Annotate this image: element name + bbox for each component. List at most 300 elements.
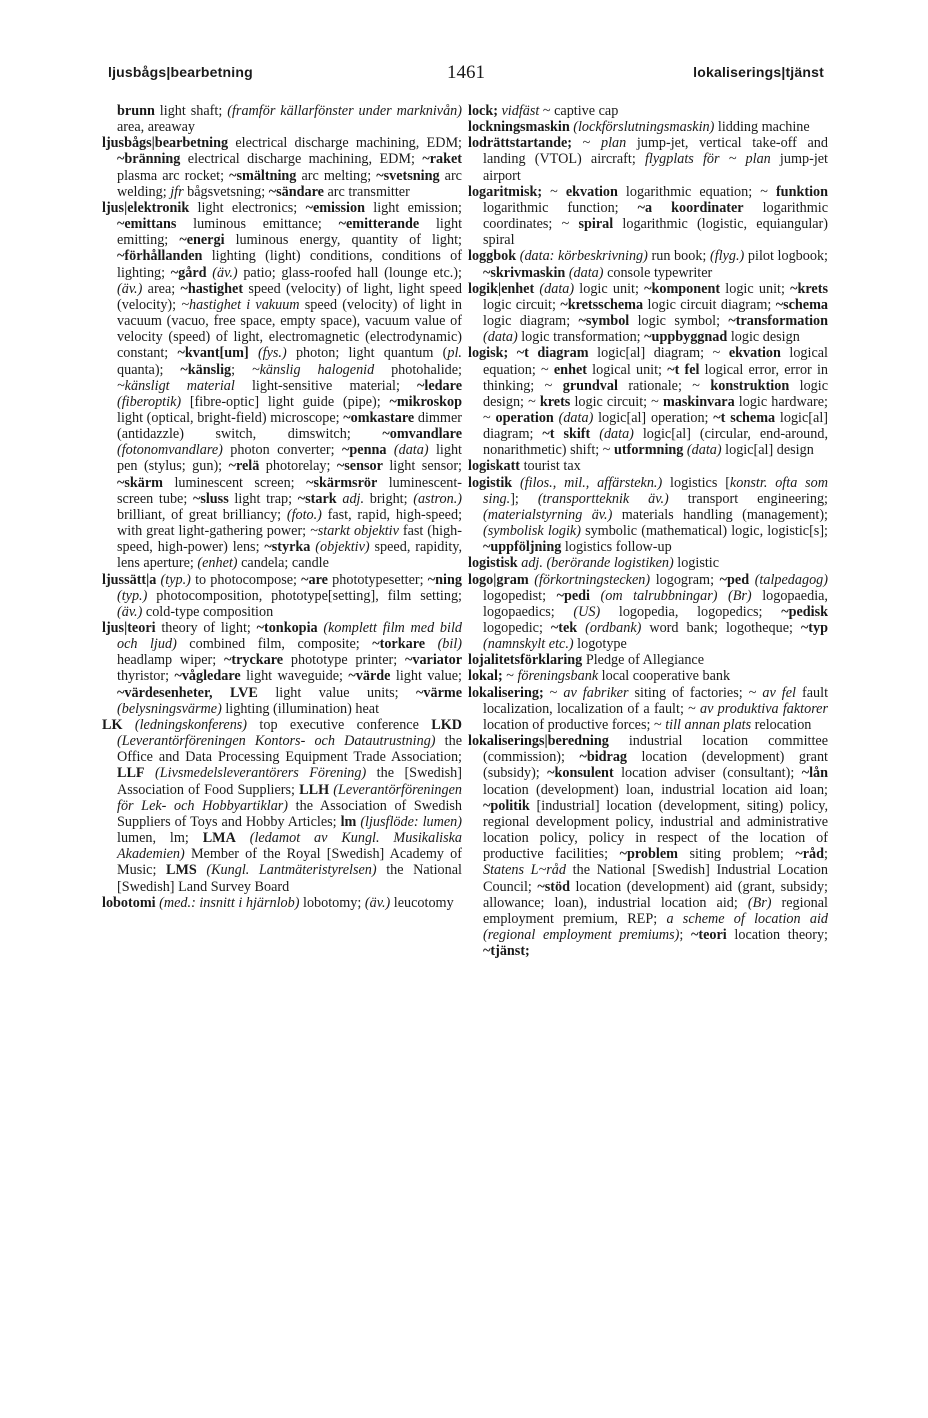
entry-text: industrial location committee (commission);: [483, 733, 828, 766]
dictionary-entry: [102, 895, 462, 911]
entry-label: flygplats för ~ plan: [644, 151, 771, 168]
entry-headword: ljusbågs|bearbetning: [102, 135, 229, 152]
entry-text: logistics follow-up: [561, 539, 672, 556]
entry-text: Member of the Royal [Swedish] Academy of Music;: [117, 846, 462, 879]
entry-headword: ~skärmsrör: [306, 474, 378, 491]
entry-text: thyristor;: [117, 668, 175, 685]
entry-text: regional employment premium, REP;: [483, 894, 828, 927]
entry-headword: ~torkare: [372, 636, 426, 653]
entry-label: adj.: [336, 490, 365, 507]
dictionary-entry: [102, 572, 462, 620]
entry-text: symbolic (mathematical) logic, logistic[s];: [580, 523, 828, 540]
entry-text: electrical discharge machining, EDM;: [180, 151, 423, 168]
entry-text: ;: [679, 926, 691, 943]
entry-text: logopaedia, logopaedics;: [483, 587, 828, 620]
entry-headword: ~värme: [416, 684, 462, 701]
entry-label: till annan plats: [665, 716, 752, 733]
entry-text: brilliant, of great brilliancy;: [117, 506, 287, 523]
entry-headword: ~skärm: [117, 474, 163, 491]
entry-headword: ~konsulent: [547, 765, 614, 782]
entry-headword: lodrättstartande;: [468, 135, 573, 152]
entry-text: light pen (stylus; gun);: [117, 442, 462, 475]
entry-text: luminous emittance;: [176, 216, 339, 233]
entry-text: phototypesetter;: [327, 571, 428, 588]
entry-headword: ~t schema: [713, 409, 776, 426]
entry-label: av fabriker: [563, 684, 629, 701]
entry-label: vidfäst: [497, 103, 540, 119]
entry-headword: ljus|teori: [102, 620, 156, 636]
entry-headword: utformning: [614, 442, 684, 459]
entry-headword: krets: [539, 393, 571, 410]
entry-text: light (optical, bright-field) microscope;: [117, 409, 344, 426]
entry-text: ~: [543, 684, 564, 701]
entry-label: (typ.): [117, 587, 148, 604]
entry-text: logistic: [673, 555, 720, 572]
entry-text: logopedia, logopedics;: [600, 603, 782, 620]
entry-text: ;: [824, 846, 828, 863]
entry-headword: ~värde: [348, 668, 391, 685]
entry-label: (förkortningstecken): [528, 571, 651, 588]
entry-headword: ~typ: [800, 620, 828, 636]
entry-headword: ekvation: [565, 183, 618, 200]
entry-text: ~: [572, 135, 601, 152]
entry-label: (fotonomvandlare): [117, 442, 223, 459]
entry-headword: ~relä: [228, 458, 260, 475]
entry-label: (belysningsvärme): [117, 700, 222, 717]
dictionary-entry: [468, 668, 828, 684]
entry-headword: logiskatt: [468, 458, 521, 475]
entry-text: the [Swedish] Association of Food Suppliers;: [117, 765, 462, 798]
entry-text: word bank; logotheque;: [641, 620, 801, 636]
entry-headword: ~uppföljning: [483, 539, 562, 556]
entry-headword: logik|enhet: [468, 280, 535, 297]
entry-label: (bil): [425, 636, 462, 653]
entry-headword: ~problem: [619, 846, 678, 863]
entry-text: photorelay;: [259, 458, 337, 475]
dictionary-entry: [468, 103, 828, 119]
entry-text: logic circuit diagram;: [643, 296, 776, 313]
entry-text: the Office and Data Processing Equipment Trade Association;: [117, 733, 462, 766]
entry-label: (komplett film med bild och ljud): [117, 620, 462, 653]
dictionary-entry: [102, 717, 462, 895]
entry-text: light value units;: [257, 684, 417, 701]
entry-headword: lojalitetsförklaring: [468, 652, 583, 669]
entry-text: materials handling (management);: [612, 506, 828, 523]
entry-text: photon converter;: [222, 442, 343, 459]
entry-text: area;: [142, 280, 181, 297]
entry-text: electrical discharge machining, EDM;: [228, 135, 462, 152]
entry-text: patio; glass-roofed hall (lounge etc.);: [237, 264, 462, 281]
entry-label: (transportteknik äv.): [537, 490, 669, 507]
entry-label: (data): [590, 426, 634, 443]
entry-text: [industrial] location (development, siting) policy, regional development policy, industrial and administrative location policy, policy in respect of the location of productive facilities;: [483, 797, 828, 863]
entry-text: logarithmic equation; ~: [617, 183, 776, 200]
entry-headword: ~vågledare: [174, 668, 241, 685]
entry-headword: LMA: [202, 830, 236, 847]
entry-label: (data): [683, 442, 722, 459]
entry-text: location (development) grant (subsidy);: [483, 749, 828, 782]
entry-label: (fiberoptik): [117, 393, 182, 410]
entry-text: plasma arc rocket;: [117, 167, 230, 184]
entry-label: Statens L~råd: [483, 862, 566, 879]
dictionary-entry: [468, 135, 828, 183]
entry-text: ;: [231, 361, 252, 378]
entry-label: av fel: [762, 684, 796, 701]
entry-label: (talpedagog): [749, 571, 828, 588]
entry-text: lidding machine: [714, 119, 810, 136]
entry-text: arc transmitter: [323, 183, 410, 200]
entry-text: run book;: [647, 248, 710, 265]
entry-label: (Kungl. Lantmäteristyrelsen): [196, 862, 377, 879]
entry-headword: lokaliserings|beredning: [468, 733, 609, 750]
entry-text: to photocompose;: [190, 571, 302, 588]
entry-headword: ~lån: [801, 765, 828, 782]
entry-label: (Livsmedelsleverantörers Förening): [144, 765, 367, 782]
entry-headword: ~bidrag: [579, 749, 628, 766]
entry-headword: ~förhållanden: [117, 248, 203, 265]
entry-text: speed, rapidity, lens aperture;: [117, 539, 462, 572]
entry-text: logic symbol;: [629, 313, 729, 330]
entry-text: luminescent-screen tube;: [117, 474, 463, 507]
right-column: [468, 103, 828, 959]
entry-headword: ~smältning: [229, 167, 297, 184]
page-number: 1461: [447, 62, 485, 83]
entry-label: (data): [553, 409, 594, 426]
entry-text: speed (velocity) of light, light speed (velocity);: [117, 280, 462, 313]
entry-text: logic design; ~: [483, 377, 829, 410]
entry-text: the National [Swedish] Industrial Location Council;: [483, 862, 828, 895]
entry-text: logic circuit;: [483, 296, 561, 313]
entry-headword: ~mikroskop: [389, 393, 462, 410]
dictionary-entry: [468, 458, 828, 474]
entry-headword: ~omvandlare: [382, 426, 462, 443]
entry-headword: lock;: [468, 103, 498, 119]
entry-text: lumen, lm;: [117, 830, 203, 847]
entry-headword: ~svetsning: [376, 167, 440, 184]
entry-text: ~ captive cap: [539, 103, 619, 119]
entry-headword: ~schema: [775, 296, 828, 313]
entry-headword: ~kretsschema: [560, 296, 644, 313]
entry-headword: ~transformation: [728, 313, 828, 330]
entry-text: fast (high-speed, high-power) lens;: [117, 523, 462, 556]
entry-label: (astron.): [413, 490, 462, 507]
entry-text: jump-jet airport: [483, 151, 828, 184]
entry-text: light sensor;: [382, 458, 462, 475]
entry-text: local cooperative bank: [598, 668, 731, 685]
entry-text: lobotomy;: [299, 894, 365, 911]
entry-text: bright;: [364, 490, 414, 507]
entry-text: photocomposition, phototype[setting], film setting;: [147, 587, 462, 604]
entry-text: transport engineering;: [668, 490, 828, 507]
entry-headword: ~are: [301, 571, 328, 588]
entry-headword: lobotomi: [102, 894, 156, 911]
entry-headword: ~sluss: [192, 490, 229, 507]
entry-headword: ~skrivmaskin: [483, 264, 566, 281]
dictionary-entry: [468, 184, 828, 249]
entry-headword: maskinvara: [662, 393, 735, 410]
entry-text: the Association of Swedish Suppliers of Toys and Hobby Articles;: [117, 797, 462, 830]
entry-headword: ~värdesenheter, LVE: [117, 684, 258, 701]
entry-headword: ~emitterande: [338, 216, 420, 233]
entry-headword: LLH: [299, 781, 330, 798]
entry-headword: ~sensor: [336, 458, 383, 475]
entry-headword: ~uppbyggnad: [644, 329, 728, 346]
entry-text: light waveguide;: [240, 668, 349, 685]
entry-text: pilot logbook;: [744, 248, 828, 265]
dictionary-entry: [102, 135, 462, 200]
dictionary-entry: [468, 475, 828, 556]
entry-label: (Br): [747, 894, 772, 911]
entry-label: (data: körbeskrivning): [516, 248, 648, 265]
entry-text: dimmer (antidazzle) switch, dimswitch;: [117, 409, 462, 443]
entry-text: photohalide;: [374, 361, 462, 378]
entry-headword: ~omkastare: [343, 409, 415, 426]
entry-text: cold-type composition: [142, 603, 274, 620]
entry-headword: ~ning: [427, 571, 462, 588]
entry-headword: ~gård: [170, 264, 207, 281]
entry-text: logical unit;: [586, 361, 668, 378]
entry-headword: LK: [102, 716, 123, 733]
entry-text: arc welding;: [117, 167, 462, 200]
entry-label: pl.: [447, 345, 462, 362]
entry-text: logic hardware; ~: [483, 393, 828, 426]
entry-text: area, areaway: [117, 119, 195, 136]
entry-text: logic[al] diagram; ~: [588, 345, 729, 362]
entry-text: logogram;: [650, 571, 720, 588]
entry-text: fault localization, localization of a fault; ~: [483, 684, 829, 717]
entry-text: location theory;: [726, 926, 828, 943]
entry-text: Pledge of Allegiance: [582, 652, 705, 669]
dictionary-entry: [468, 248, 828, 280]
entry-label: adj. (berörande logistiken): [517, 555, 674, 572]
entry-headword: ~hastighet: [180, 280, 244, 297]
entry-headword: ~politik: [483, 797, 530, 814]
entry-label: (om talrubbningar) (Br): [590, 587, 752, 604]
header-left-guideword: ljusbågs|bearbetning: [108, 64, 253, 80]
entry-text: logic[al] (circular, end-around, nonarithmetic) shift; ~: [483, 426, 829, 459]
entry-text: logic[al] design: [721, 442, 814, 459]
entry-label: (data): [534, 280, 575, 297]
entry-label: (framför källarfönster under marknivån): [227, 103, 462, 119]
entry-text: light shaft;: [154, 103, 228, 119]
entry-text: luminous energy, quantity of light;: [224, 232, 462, 249]
entry-headword: ~sändare: [268, 183, 324, 200]
entry-headword: LLF: [117, 765, 145, 782]
entry-text: lighting (light) conditions, conditions of lighting;: [117, 248, 462, 281]
entry-headword: LKD: [431, 716, 463, 733]
entry-headword: ~tjänst;: [483, 943, 530, 960]
entry-headword: ~tryckare: [223, 652, 284, 669]
dictionary-entry: [468, 652, 828, 668]
entry-text: jump-jet, vertical take-off and landing (VTOL) aircraft;: [483, 135, 828, 168]
header-right-guideword: lokaliserings|tjänst: [693, 64, 824, 80]
entry-text: logic[al] diagram;: [483, 409, 828, 443]
entry-text: leucotomy: [390, 894, 454, 911]
entry-text: logic unit;: [720, 280, 791, 297]
entry-text: logic circuit; ~: [570, 393, 663, 410]
entry-headword: ~stark: [297, 490, 337, 507]
entry-text: [508, 345, 517, 361]
entry-text: candela; candle: [237, 555, 329, 572]
entry-headword: ~t fel: [667, 361, 700, 378]
entry-label: (äv.): [206, 264, 238, 281]
entry-text: tourist tax: [520, 458, 581, 475]
entry-text: bågsvetsning;: [183, 183, 269, 200]
entry-headword: brunn: [117, 103, 155, 119]
entry-label: (ledningskonferens): [122, 716, 248, 733]
entry-label: (materialstyrning äv.): [483, 506, 613, 523]
entry-headword: ljus|elektronik: [102, 199, 190, 216]
dictionary-entry: [468, 733, 828, 959]
entry-text: combined film, composite;: [176, 636, 373, 653]
entry-text: logic design: [727, 329, 800, 346]
dictionary-entry: [468, 685, 828, 733]
entry-text: console typewriter: [603, 264, 713, 281]
dictionary-entry: [102, 620, 462, 717]
entry-text: relocation: [751, 716, 812, 733]
entry-text: fast, rapid, high-speed; with great light-gathering power;: [117, 506, 463, 540]
entry-headword: ~t diagram: [516, 345, 589, 362]
entry-text: luminescent screen;: [163, 474, 307, 491]
dictionary-entry: [468, 572, 828, 653]
entry-text: location adviser (consultant);: [613, 765, 802, 782]
entry-label: (enhet): [197, 555, 238, 572]
entry-text: logotype: [573, 636, 627, 653]
entry-text: logic unit;: [574, 280, 645, 297]
entry-text: headlamp wiper;: [117, 652, 224, 669]
entry-text: logarithmic (logistic, equiangular) spiral: [483, 216, 829, 249]
entry-headword: ~a koordinater: [637, 199, 744, 216]
entry-text: siting of factories; ~: [628, 684, 763, 701]
entry-text: light trap;: [228, 490, 298, 507]
entry-text: location of productive forces; ~: [483, 716, 666, 733]
entry-label: a scheme of location aid (regional employment premiums): [483, 910, 828, 943]
entry-label: (namnskylt etc.): [483, 636, 574, 653]
entry-label: plan: [600, 135, 627, 152]
entry-label: (fys.): [248, 345, 287, 362]
entry-label: (ledamot av Kungl. Musikaliska Akademien): [117, 830, 462, 863]
entry-headword: ~kvant[um]: [177, 345, 249, 362]
entry-headword: lokalisering;: [468, 684, 544, 701]
entry-label: (äv.): [364, 894, 391, 911]
entry-text: light value;: [390, 668, 462, 685]
entry-text: light-sensitive material;: [234, 377, 418, 394]
dictionary-entry: [468, 281, 828, 346]
entry-text: ~: [542, 183, 566, 200]
entry-text: phototype printer;: [283, 652, 405, 669]
entry-text: logistics [: [662, 474, 730, 491]
entry-label: (med.: insnitt i hjärnlob): [155, 894, 300, 911]
entry-label: (ljusflöde: lumen): [356, 813, 463, 830]
entry-text: logic[al] operation;: [593, 409, 714, 426]
entry-headword: ~ledare: [417, 377, 462, 394]
entry-text: theory of light;: [155, 620, 257, 636]
entry-headword: ~pedisk: [781, 603, 828, 620]
entry-headword: ~bränning: [117, 151, 181, 168]
entry-label: (lockförslutningsmaskin): [569, 119, 715, 136]
entry-label: (objektiv): [310, 539, 370, 556]
entry-text: logarithmic coordinates; ~: [483, 199, 829, 233]
entry-headword: ~pedi: [556, 587, 590, 604]
entry-text: logarithmic function;: [483, 199, 638, 216]
entry-headword: logistik: [468, 474, 513, 491]
entry-label: (symbolisk logik): [483, 523, 581, 540]
entry-label: (filos., mil., affärstekn.): [512, 474, 663, 491]
entry-headword: ~variator: [404, 652, 462, 669]
entry-headword: logisk;: [468, 345, 509, 362]
entry-label: (ordbank): [577, 620, 642, 636]
entry-label: jfr: [170, 183, 184, 200]
entry-headword: ~komponent: [644, 280, 721, 297]
running-head: [108, 64, 824, 86]
entry-label: (US): [573, 603, 601, 620]
entry-label: (flyg.): [710, 248, 745, 265]
dictionary-entry: [102, 200, 462, 572]
entry-headword: grundval: [562, 377, 618, 394]
entry-headword: lokal;: [468, 668, 503, 685]
dictionary-entry: [468, 345, 828, 458]
entry-text: ~: [502, 668, 518, 685]
entry-headword: ~symbol: [578, 313, 630, 330]
entry-headword: operation: [495, 409, 554, 426]
entry-headword: enhet: [553, 361, 587, 378]
entry-text: [fibre-optic] light guide (pipe);: [181, 393, 390, 410]
dictionary-entry: [102, 103, 462, 135]
entry-label: (data): [386, 442, 429, 459]
entry-headword: ~tonkopia: [256, 620, 318, 636]
entry-label: ~känsligt material: [117, 377, 235, 394]
entry-label: (data): [565, 264, 604, 281]
entry-headword: loggbok: [468, 248, 517, 265]
entry-text: ];: [510, 490, 538, 507]
entry-text: speed (velocity) of light in vacuum (vacuo, free space, empty space), vacuum value of velocity (speed) of light, electromagnetic (electrodynamic) constant;: [117, 296, 462, 362]
entry-text: siting problem;: [677, 846, 796, 863]
entry-text: logical error, error in thinking; ~: [483, 361, 828, 394]
entry-headword: konstruktion: [710, 377, 790, 394]
entry-headword: ~tek: [550, 620, 578, 636]
entry-label: (typ.): [156, 571, 191, 588]
entry-text: location (development) loan, industrial location aid loan;: [483, 781, 828, 798]
entry-headword: ~emission: [305, 199, 365, 216]
dictionary-entry: [468, 555, 828, 571]
entry-headword: ~ped: [719, 571, 750, 588]
entry-headword: ~energi: [179, 232, 225, 249]
entry-label: (Leverantörföreningen Kontors- och Datautrustning): [117, 733, 436, 750]
entry-headword: ljussätt|a: [102, 571, 157, 588]
entry-headword: ~t skift: [542, 426, 591, 443]
entry-headword: ~krets: [790, 280, 828, 297]
entry-label: föreningsbank: [517, 668, 599, 685]
entry-headword: ~raket: [422, 151, 462, 168]
entry-label: ~starkt objektiv: [310, 523, 399, 540]
entry-headword: logistisk: [468, 555, 518, 572]
entry-label: av produktiva faktorer: [700, 700, 829, 717]
entry-headword: lockningsmaskin: [468, 119, 570, 136]
entry-label: (äv.): [117, 280, 143, 297]
entry-headword: ekvation: [728, 345, 781, 362]
entry-text: light electronics;: [189, 199, 306, 216]
entry-text: light emitting;: [117, 216, 463, 249]
entry-label: ~hastighet i vakuum: [181, 296, 300, 313]
entry-headword: ~styrka: [264, 539, 311, 556]
entry-headword: ~emittans: [117, 216, 177, 233]
entry-headword: funktion: [775, 183, 828, 200]
entry-text: top executive conference: [247, 716, 432, 733]
entry-label: (äv.): [117, 603, 143, 620]
entry-headword: lm: [340, 813, 357, 830]
entry-text: lighting (illumination) heat: [221, 700, 380, 717]
entry-label: (foto.): [286, 506, 322, 523]
